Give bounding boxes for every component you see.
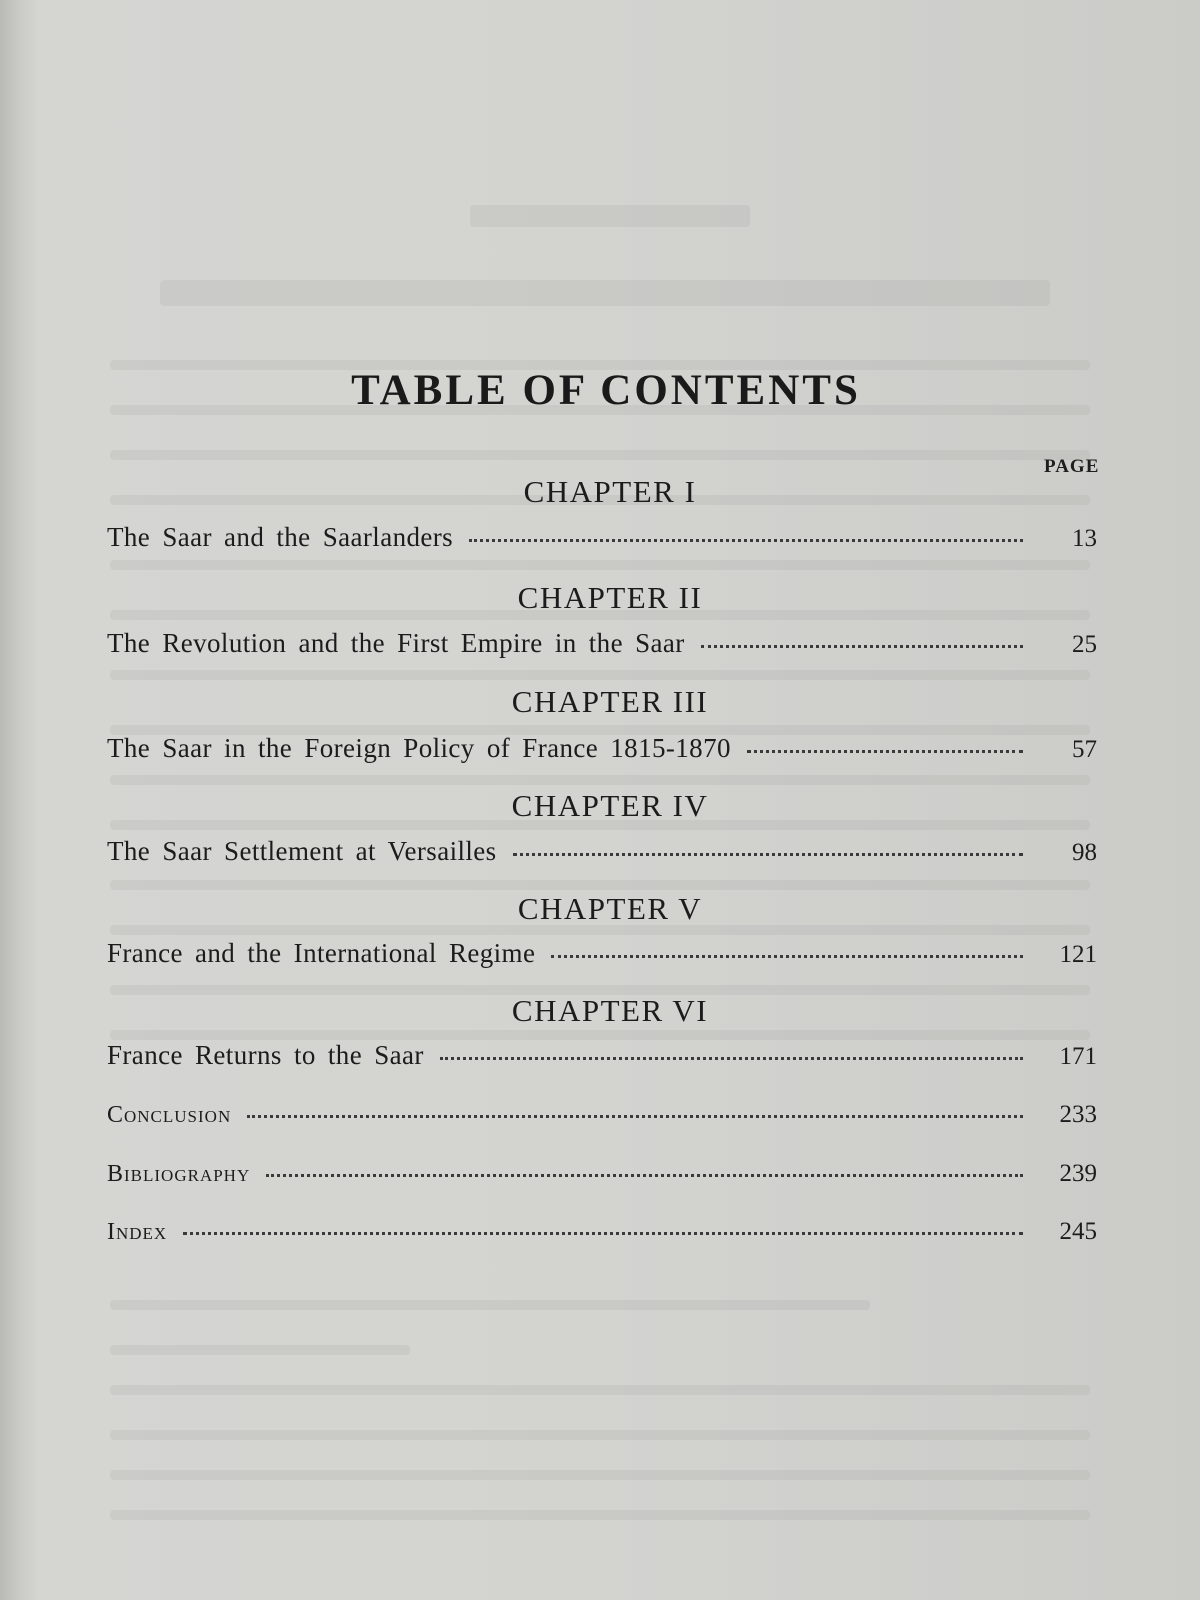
toc-entry-bibliography[interactable] — [107, 1160, 1097, 1188]
dot-leader — [247, 1115, 1023, 1118]
toc-entry-title: The Revolution and the First Empire in the Saar — [107, 628, 685, 658]
chapter-heading: CHAPTER I — [523, 474, 697, 509]
dot-leader — [551, 955, 1023, 958]
toc-entry-page: 98 — [1072, 839, 1097, 866]
dot-leader — [469, 539, 1023, 542]
toc-entry-page: 233 — [1059, 1101, 1097, 1128]
toc-entry-title: The Saar in the Foreign Policy of France 1815-1870 — [107, 733, 731, 763]
toc-entry-conclusion[interactable] — [107, 1101, 1097, 1129]
toc-entry-title: The Saar Settlement at Versailles — [107, 836, 497, 866]
toc-entry-title: The Saar and the Saarlanders — [107, 522, 454, 552]
dot-leader — [701, 645, 1023, 648]
toc-entry[interactable] — [107, 628, 1097, 659]
toc-entry[interactable] — [107, 836, 1097, 867]
dot-leader — [266, 1174, 1023, 1177]
dot-leader — [747, 750, 1023, 753]
toc-entry-page: 25 — [1072, 631, 1097, 658]
chapter-heading: CHAPTER II — [517, 580, 703, 615]
dot-leader — [440, 1057, 1023, 1060]
dot-leader — [513, 853, 1023, 856]
toc-entry-page: 121 — [1059, 941, 1097, 968]
toc-entry-page: 171 — [1059, 1043, 1097, 1070]
chapter-heading: CHAPTER V — [517, 891, 703, 926]
toc-entry-title: France Returns to the Saar — [107, 1040, 424, 1070]
toc-entry-title: Bibliography — [107, 1161, 251, 1187]
chapter-heading: CHAPTER III — [511, 684, 709, 719]
toc-entry-page: 239 — [1059, 1160, 1097, 1187]
dot-leader — [183, 1232, 1023, 1235]
toc-entry-title: France and the International Regime — [107, 938, 536, 968]
toc-entry-index[interactable] — [107, 1218, 1097, 1246]
toc-entry-title: Conclusion — [107, 1102, 232, 1128]
toc-entry-title: Index — [107, 1219, 168, 1245]
toc-entry[interactable] — [107, 522, 1097, 553]
toc-entry[interactable] — [107, 1040, 1097, 1071]
toc-title: TABLE OF CONTENTS — [351, 367, 861, 414]
toc-entry-page: 57 — [1072, 736, 1097, 763]
toc-entry-page: 245 — [1059, 1218, 1097, 1245]
toc-entry[interactable] — [107, 733, 1097, 764]
chapter-heading: CHAPTER IV — [511, 788, 709, 823]
chapter-heading: CHAPTER VI — [511, 993, 709, 1028]
toc-entry-page: 13 — [1072, 525, 1097, 552]
toc-entry[interactable] — [107, 938, 1097, 969]
page-column-label: PAGE — [1044, 456, 1100, 477]
